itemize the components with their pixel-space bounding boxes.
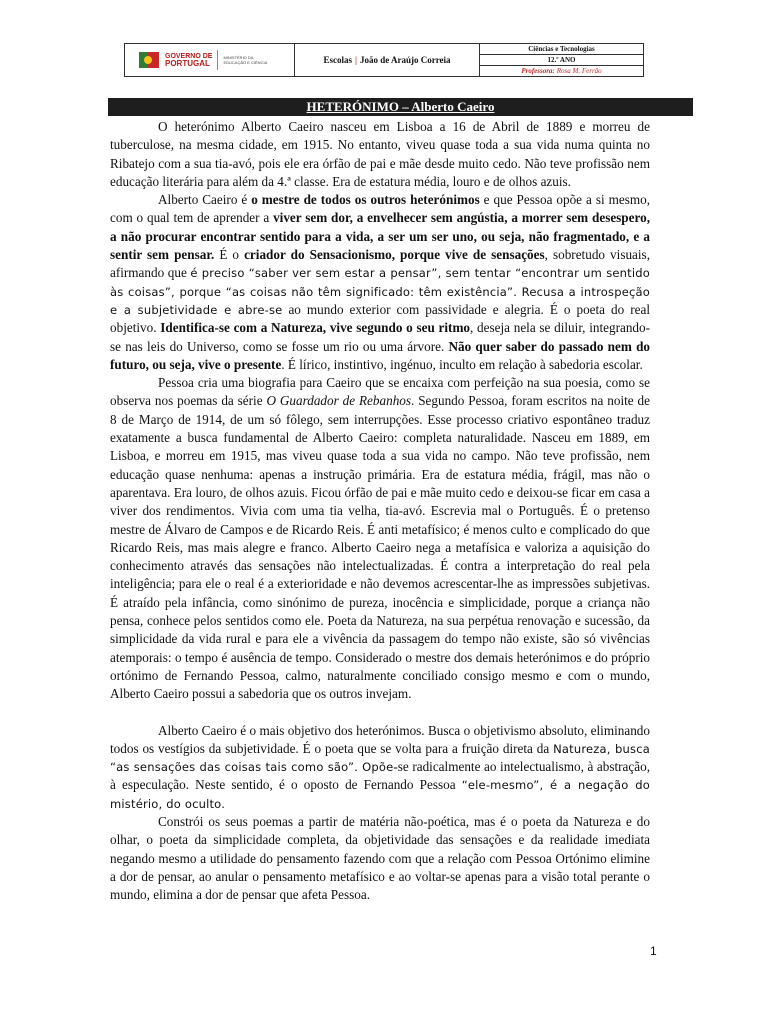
logo-cell bbox=[125, 44, 295, 76]
logo-divider bbox=[217, 50, 218, 70]
quoted-text: “ele-mesmo”, é a negação do mistério, do oculto. bbox=[110, 778, 650, 811]
document-body bbox=[110, 118, 650, 904]
quoted-text: Natureza, busca “as sensações das coisas tais como são”. Opõe bbox=[110, 741, 650, 775]
teacher bbox=[480, 66, 643, 76]
bold-text: o mestre de todos os outros heterónimos bbox=[251, 192, 480, 208]
ministry-text: MINISTÉRIO DA EDUCAÇÃO E CIÊNCIA bbox=[223, 55, 268, 65]
logo-line2: PORTUGAL bbox=[165, 59, 210, 68]
bold-text: Não quer saber do passado nem do futuro, ou seja, vive o presente bbox=[110, 338, 650, 372]
text-run: Alberto Caeiro é o mais objetivo dos heterónimos. Busca o objetivismo absoluto, eliminando todos os vestígios da subjetividade. É o poeta que se volta para a fruição direta da bbox=[110, 722, 650, 756]
text-run: ao mundo exterior com passividade e alegria. É o poeta do real objetivo. bbox=[110, 301, 650, 336]
quoted-text: é preciso “saber ver sem estar a pensar”, sem tentar “encontrar um sentido às coisas”, porque “as coisas não têm significado: têm existência”. Recusa a introspeção e a subjetividade e abre-se bbox=[110, 266, 650, 317]
paragraph-2 bbox=[110, 191, 650, 374]
school-prefix: Escolas bbox=[323, 55, 352, 65]
text-run: Constrói os seus poemas a partir de matéria não-poética, mas é o poeta da Natureza e do olhar, o poeta da simplicidade completa, da objetividade das sensações e da realidade imediata negando mesmo a utilidade do pensamento fazendo com que a relação com Pessoa Ortónimo elimine a dor de pensar, ao anular o pensamento metafísico e ao voltar-se apenas para a visão total perante o mundo, elimina a dor de pensar que afeta Pessoa. bbox=[110, 813, 650, 903]
grade: 12.º ANO bbox=[480, 55, 643, 66]
school-separator: | bbox=[354, 55, 357, 65]
bold-text: criador do Sensacionismo, porque vive de sensações bbox=[244, 247, 545, 263]
text-run: Pessoa cria uma biografia para Caeiro que se encaixa com perfeição na sua poesia, como se observa nos poemas da série bbox=[110, 375, 650, 409]
government-logo-text bbox=[165, 53, 212, 67]
course-info-cell bbox=[480, 44, 643, 76]
text-run: O heterónimo Alberto Caeiro nasceu em Lisboa a 16 de Abril de 1889 e morreu de tuberculose, na mesma cidade, em 1915. No entanto, viveu quase toda a sua vida numa quinta no Ribatejo com a sua tia-avó, pois ele era órfão de pai e mãe desde muito cedo. Não teve profissão nem educação literária para além da 4.ª classe. Era de estatura média, louro e de olhos azuis. bbox=[110, 119, 650, 189]
teacher-name: Rosa M. Ferrão bbox=[556, 67, 602, 75]
paragraph-5 bbox=[110, 813, 650, 904]
subject: Ciências e Tecnologias bbox=[480, 44, 643, 55]
italic-text: O Guardador de Rebanhos bbox=[266, 393, 412, 409]
text-run: . É lírico, instintivo, ingénuo, inculto em relação à sabedoria escolar. bbox=[281, 356, 643, 372]
bold-text: Identifica-se com a Natureza, vive segundo o seu ritmo bbox=[160, 320, 471, 336]
bold-text: viver sem dor, a envelhecer sem angústia, a morrer sem desespero, a não procurar encontrar sentido para a vida, a ser um ser uno, ou seja, não fragmentado, e a sentir sem pensar. bbox=[110, 210, 650, 263]
paragraph-4 bbox=[110, 722, 650, 813]
portugal-government-logo-icon bbox=[139, 52, 159, 68]
paragraph-1 bbox=[110, 118, 650, 191]
header-table bbox=[124, 43, 644, 77]
teacher-label: Professora: bbox=[521, 67, 555, 75]
school-name: João de Araújo Correia bbox=[359, 55, 451, 65]
page-number: 1 bbox=[650, 944, 657, 958]
text-run: É o bbox=[214, 247, 245, 263]
school-cell bbox=[295, 44, 480, 76]
document-title: HETERÓNIMO – Alberto Caeiro bbox=[306, 99, 495, 114]
document-title-bar bbox=[108, 98, 693, 116]
paragraph-3 bbox=[110, 374, 650, 703]
text-run: . Segundo Pessoa, foram escritos na noite de 8 de Março de 1914, de um só fôlego, sem interrupções. Esse processo criativo espontâneo traduz exatamente a busca fundamental de Alberto Caeiro: completa naturalidade. Nasceu em 1889, em Lisboa, e morreu em 1915, mas viveu quase toda a sua vida no campo. Não teve profissão, nem educação quase nenhuma: apenas a instrução primária. Era de estatura média, frágil, mas não o aparentava. Era louro, de olhos azuis. Ficou órfão de pai e mãe muito cedo e deixou-se ficar em casa a viver dos rendimentos. Vivia com uma tia velha, tia-avó. Escrevia mal o Português. É o pretenso mestre de Álvaro de Campos e de Ricardo Reis. É anti metafísico; é menos culto e complicado do que Ricardo Reis, mas mais alegre e franco. Alberto Caeiro nega a metafísica e valoriza a aquisição do conhecimento através das sensações não intelectualizadas. É contra a interpretação do real pela inteligência; para ele o real é a exterioridade e não devemos acrescentar-lhe as impressões subjetivas. É atraído pela infância, como sinónimo de pureza, inocência e simplicidade, porque a criança não pensa, conhece pelos sentidos como ele. Poeta da Natureza, na sua perpétua renovação e sucessão, da simplicidade da vida rural e para ele a vivência da passagem do tempo não existe, são só vivências atemporais: o tempo é ausência de tempo. Considerado o mestre dos demais heterónimos e do próprio ortónimo de Fernando Pessoa, calmo, naturalmente conciliado consigo mesmo e com o mundo, Alberto Caeiro possui a sabedoria que os outros invejam. bbox=[110, 393, 650, 702]
logo-line1: GOVERNO DE bbox=[165, 53, 213, 60]
text-run: , deseja nela se diluir, integrando-se nas leis do Universo, como se fosse um rio ou uma árvore. bbox=[110, 320, 650, 354]
text-run: e que Pessoa opõe a si mesmo, com o qual tem de aprender a bbox=[110, 192, 650, 226]
text-run: -se radicalmente ao intelectualismo, à abstração, à especulação. Neste sentido, é o oposto de Fernando Pessoa bbox=[110, 759, 650, 793]
text-run: , sobretudo visuais, afirmando que bbox=[110, 247, 650, 281]
text-run: Alberto Caeiro é bbox=[158, 192, 252, 208]
